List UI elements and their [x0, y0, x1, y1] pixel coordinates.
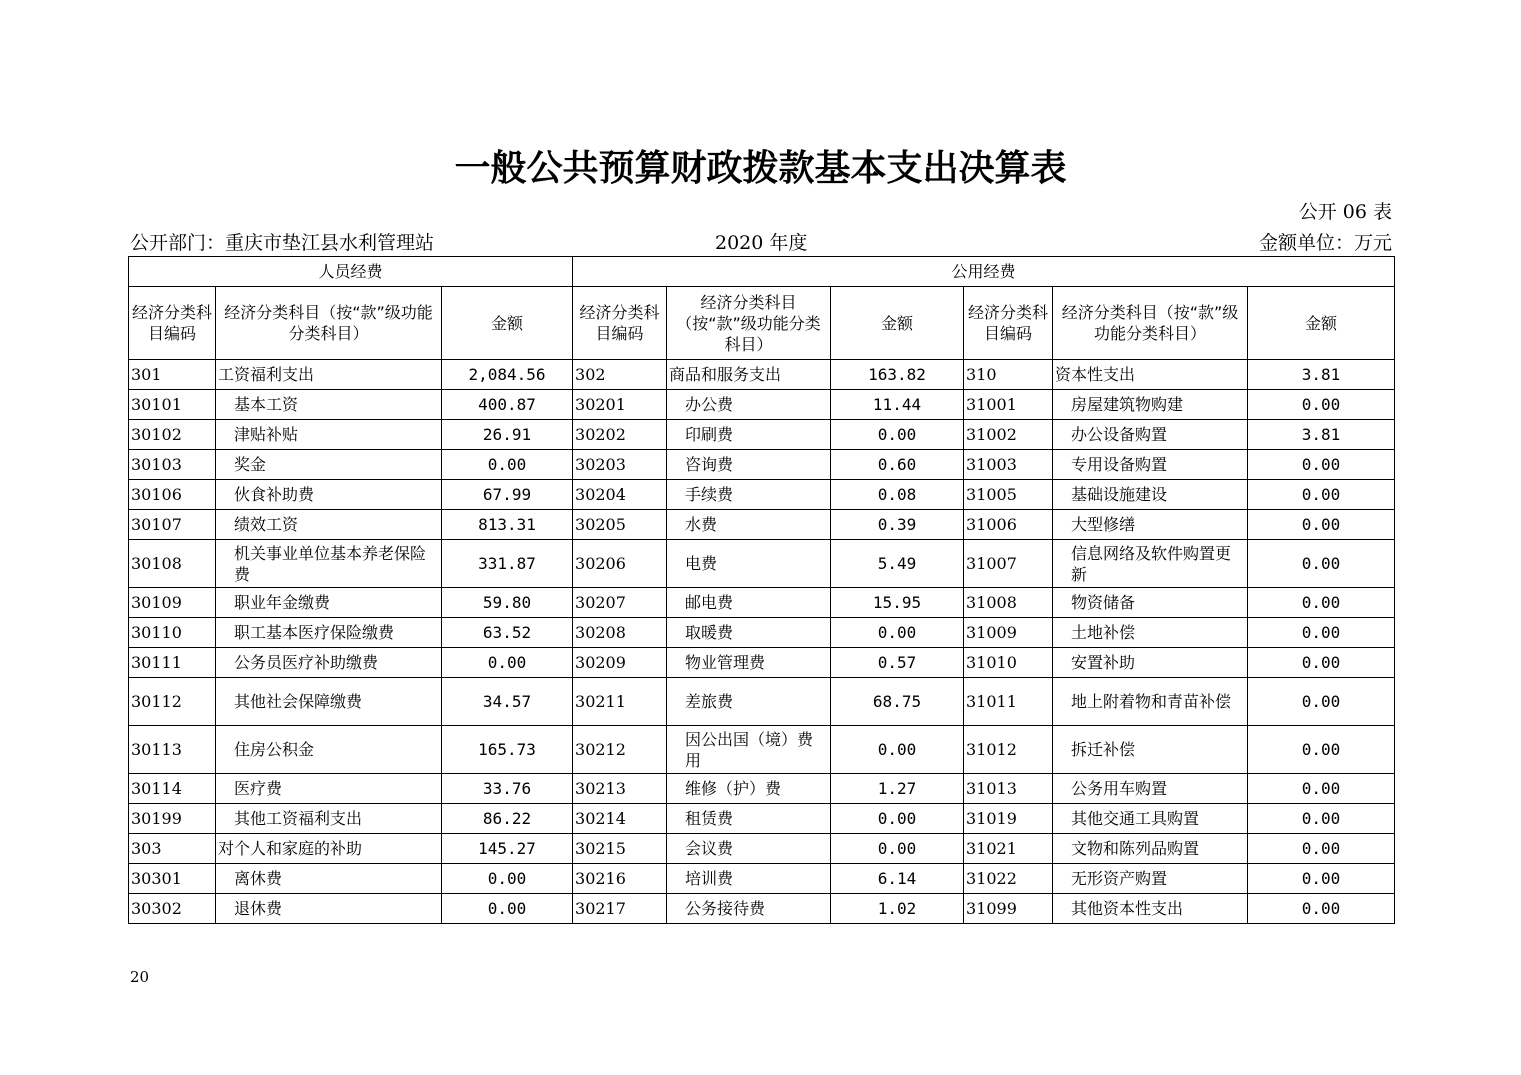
- goods-name-cell: 邮电费: [667, 588, 831, 618]
- goods-amount-cell: 6.14: [831, 864, 964, 894]
- capital-amount-cell: 0.00: [1248, 894, 1395, 924]
- capital-code-cell: 31021: [964, 834, 1053, 864]
- personnel-amount-cell: 33.76: [442, 774, 573, 804]
- personnel-name-cell: 其他社会保障缴费: [216, 678, 442, 726]
- personnel-amount-cell: 0.00: [442, 894, 573, 924]
- table-row: [129, 420, 1395, 450]
- goods-name-cell: 会议费: [667, 834, 831, 864]
- capital-name-cell: 土地补偿: [1053, 618, 1248, 648]
- goods-amount-cell: 0.00: [831, 804, 964, 834]
- personnel-code-cell: 30102: [129, 420, 216, 450]
- goods-amount-cell: 11.44: [831, 390, 964, 420]
- goods-amount-cell: 68.75: [831, 678, 964, 726]
- capital-amount-cell: 0.00: [1248, 618, 1395, 648]
- goods-name-cell: 手续费: [667, 480, 831, 510]
- goods-code-cell: 30206: [573, 540, 667, 588]
- personnel-code-cell: 30301: [129, 864, 216, 894]
- personnel-name-cell: 住房公积金: [216, 726, 442, 774]
- capital-name-cell: 无形资产购置: [1053, 864, 1248, 894]
- goods-amount-cell: 15.95: [831, 588, 964, 618]
- goods-code-cell: 30215: [573, 834, 667, 864]
- goods-code-cell: 30204: [573, 480, 667, 510]
- personnel-amount-cell: 0.00: [442, 648, 573, 678]
- col-header-goods-name: 经济分类科目（按“款”级功能分类科目）: [667, 287, 831, 360]
- goods-code-cell: 30205: [573, 510, 667, 540]
- table-row: [129, 360, 1395, 390]
- goods-amount-cell: 0.00: [831, 420, 964, 450]
- goods-name-cell: 印刷费: [667, 420, 831, 450]
- personnel-code-cell: 30114: [129, 774, 216, 804]
- goods-code-cell: 302: [573, 360, 667, 390]
- table-row: [129, 510, 1395, 540]
- goods-code-cell: 30201: [573, 390, 667, 420]
- goods-code-cell: 30207: [573, 588, 667, 618]
- personnel-code-cell: 30199: [129, 804, 216, 834]
- goods-name-cell: 咨询费: [667, 450, 831, 480]
- personnel-name-cell: 伙食补助费: [216, 480, 442, 510]
- personnel-amount-cell: 0.00: [442, 864, 573, 894]
- goods-code-cell: 30217: [573, 894, 667, 924]
- goods-name-cell: 差旅费: [667, 678, 831, 726]
- page-number: 20: [130, 968, 150, 986]
- group-public-header: 公用经费: [573, 257, 1395, 287]
- capital-code-cell: 31005: [964, 480, 1053, 510]
- group-personnel-header: 人员经费: [129, 257, 573, 287]
- personnel-code-cell: 30302: [129, 894, 216, 924]
- capital-code-cell: 31009: [964, 618, 1053, 648]
- personnel-amount-cell: 165.73: [442, 726, 573, 774]
- goods-code-cell: 30213: [573, 774, 667, 804]
- col-header-capital-amount: 金额: [1248, 287, 1395, 360]
- table-row: [129, 390, 1395, 420]
- personnel-amount-cell: 34.57: [442, 678, 573, 726]
- personnel-amount-cell: 59.80: [442, 588, 573, 618]
- capital-name-cell: 地上附着物和青苗补偿: [1053, 678, 1248, 726]
- personnel-code-cell: 30110: [129, 618, 216, 648]
- goods-name-cell: 商品和服务支出: [667, 360, 831, 390]
- personnel-amount-cell: 145.27: [442, 834, 573, 864]
- personnel-name-cell: 退休费: [216, 894, 442, 924]
- goods-code-cell: 30216: [573, 864, 667, 894]
- col-header-personnel-code: 经济分类科目编码: [129, 287, 216, 360]
- capital-code-cell: 310: [964, 360, 1053, 390]
- personnel-name-cell: 医疗费: [216, 774, 442, 804]
- capital-amount-cell: 0.00: [1248, 834, 1395, 864]
- capital-amount-cell: 0.00: [1248, 540, 1395, 588]
- capital-code-cell: 31022: [964, 864, 1053, 894]
- personnel-code-cell: 30112: [129, 678, 216, 726]
- capital-name-cell: 大型修缮: [1053, 510, 1248, 540]
- table-row: [129, 540, 1395, 588]
- personnel-code-cell: 30107: [129, 510, 216, 540]
- capital-name-cell: 物资储备: [1053, 588, 1248, 618]
- personnel-name-cell: 奖金: [216, 450, 442, 480]
- capital-name-cell: 公务用车购置: [1053, 774, 1248, 804]
- capital-name-cell: 安置补助: [1053, 648, 1248, 678]
- personnel-name-cell: 职工基本医疗保险缴费: [216, 618, 442, 648]
- personnel-amount-cell: 63.52: [442, 618, 573, 648]
- capital-amount-cell: 0.00: [1248, 804, 1395, 834]
- personnel-code-cell: 30101: [129, 390, 216, 420]
- personnel-amount-cell: 400.87: [442, 390, 573, 420]
- table-row: [129, 480, 1395, 510]
- capital-name-cell: 拆迁补偿: [1053, 726, 1248, 774]
- table-row: [129, 678, 1395, 726]
- table-row: [129, 804, 1395, 834]
- goods-name-cell: 维修（护）费: [667, 774, 831, 804]
- table-row: [129, 834, 1395, 864]
- capital-name-cell: 文物和陈列品购置: [1053, 834, 1248, 864]
- capital-code-cell: 31001: [964, 390, 1053, 420]
- goods-name-cell: 水费: [667, 510, 831, 540]
- capital-amount-cell: 0.00: [1248, 450, 1395, 480]
- personnel-code-cell: 30113: [129, 726, 216, 774]
- goods-amount-cell: 0.00: [831, 726, 964, 774]
- personnel-name-cell: 对个人和家庭的补助: [216, 834, 442, 864]
- capital-code-cell: 31010: [964, 648, 1053, 678]
- personnel-amount-cell: 813.31: [442, 510, 573, 540]
- capital-amount-cell: 0.00: [1248, 864, 1395, 894]
- personnel-code-cell: 303: [129, 834, 216, 864]
- goods-name-cell: 公务接待费: [667, 894, 831, 924]
- capital-code-cell: 31011: [964, 678, 1053, 726]
- capital-code-cell: 31006: [964, 510, 1053, 540]
- personnel-name-cell: 离休费: [216, 864, 442, 894]
- capital-name-cell: 其他资本性支出: [1053, 894, 1248, 924]
- personnel-name-cell: 职业年金缴费: [216, 588, 442, 618]
- personnel-amount-cell: 2,084.56: [442, 360, 573, 390]
- goods-code-cell: 30202: [573, 420, 667, 450]
- capital-name-cell: 基础设施建设: [1053, 480, 1248, 510]
- capital-name-cell: 房屋建筑物购建: [1053, 390, 1248, 420]
- personnel-code-cell: 30108: [129, 540, 216, 588]
- personnel-code-cell: 30103: [129, 450, 216, 480]
- capital-code-cell: 31012: [964, 726, 1053, 774]
- goods-amount-cell: 0.60: [831, 450, 964, 480]
- goods-code-cell: 30203: [573, 450, 667, 480]
- col-header-personnel-name: 经济分类科目（按“款”级功能分类科目）: [216, 287, 442, 360]
- personnel-amount-cell: 331.87: [442, 540, 573, 588]
- table-number: 公开 06 表: [1298, 201, 1392, 223]
- page-title: 一般公共预算财政拨款基本支出决算表: [454, 148, 1067, 189]
- goods-name-cell: 物业管理费: [667, 648, 831, 678]
- capital-code-cell: 31013: [964, 774, 1053, 804]
- table-row: [129, 450, 1395, 480]
- goods-code-cell: 30209: [573, 648, 667, 678]
- capital-name-cell: 专用设备购置: [1053, 450, 1248, 480]
- capital-code-cell: 31019: [964, 804, 1053, 834]
- capital-amount-cell: 0.00: [1248, 480, 1395, 510]
- table-row: [129, 864, 1395, 894]
- goods-code-cell: 30214: [573, 804, 667, 834]
- personnel-name-cell: 公务员医疗补助缴费: [216, 648, 442, 678]
- capital-amount-cell: 0.00: [1248, 678, 1395, 726]
- goods-name-cell: 租赁费: [667, 804, 831, 834]
- personnel-name-cell: 工资福利支出: [216, 360, 442, 390]
- goods-code-cell: 30211: [573, 678, 667, 726]
- personnel-amount-cell: 67.99: [442, 480, 573, 510]
- personnel-code-cell: 30106: [129, 480, 216, 510]
- capital-code-cell: 31003: [964, 450, 1053, 480]
- personnel-name-cell: 绩效工资: [216, 510, 442, 540]
- goods-name-cell: 电费: [667, 540, 831, 588]
- personnel-code-cell: 301: [129, 360, 216, 390]
- goods-code-cell: 30208: [573, 618, 667, 648]
- goods-amount-cell: 0.00: [831, 618, 964, 648]
- capital-amount-cell: 0.00: [1248, 588, 1395, 618]
- col-header-goods-amount: 金额: [831, 287, 964, 360]
- capital-name-cell: 资本性支出: [1053, 360, 1248, 390]
- goods-amount-cell: 0.08: [831, 480, 964, 510]
- personnel-amount-cell: 86.22: [442, 804, 573, 834]
- personnel-amount-cell: 26.91: [442, 420, 573, 450]
- col-header-personnel-amount: 金额: [442, 287, 573, 360]
- personnel-name-cell: 津贴补贴: [216, 420, 442, 450]
- capital-amount-cell: 0.00: [1248, 726, 1395, 774]
- personnel-name-cell: 其他工资福利支出: [216, 804, 442, 834]
- goods-name-cell: 培训费: [667, 864, 831, 894]
- table-row: [129, 774, 1395, 804]
- table-row: [129, 894, 1395, 924]
- personnel-code-cell: 30109: [129, 588, 216, 618]
- goods-amount-cell: 5.49: [831, 540, 964, 588]
- goods-amount-cell: 1.27: [831, 774, 964, 804]
- capital-amount-cell: 3.81: [1248, 420, 1395, 450]
- col-header-capital-name: 经济分类科目（按“款”级功能分类科目）: [1053, 287, 1248, 360]
- goods-amount-cell: 0.39: [831, 510, 964, 540]
- expenditure-table: [128, 256, 1395, 924]
- col-header-goods-code: 经济分类科目编码: [573, 287, 667, 360]
- capital-amount-cell: 0.00: [1248, 510, 1395, 540]
- goods-amount-cell: 0.57: [831, 648, 964, 678]
- table-row: [129, 726, 1395, 774]
- capital-code-cell: 31099: [964, 894, 1053, 924]
- personnel-name-cell: 基本工资: [216, 390, 442, 420]
- capital-name-cell: 其他交通工具购置: [1053, 804, 1248, 834]
- unit-label: 金额单位：万元: [1258, 232, 1392, 254]
- goods-amount-cell: 0.00: [831, 834, 964, 864]
- capital-name-cell: 信息网络及软件购置更新: [1053, 540, 1248, 588]
- goods-name-cell: 办公费: [667, 390, 831, 420]
- capital-code-cell: 31007: [964, 540, 1053, 588]
- capital-amount-cell: 0.00: [1248, 774, 1395, 804]
- capital-amount-cell: 0.00: [1248, 648, 1395, 678]
- table-row: [129, 588, 1395, 618]
- goods-amount-cell: 1.02: [831, 894, 964, 924]
- capital-code-cell: 31008: [964, 588, 1053, 618]
- table-row: [129, 648, 1395, 678]
- goods-amount-cell: 163.82: [831, 360, 964, 390]
- personnel-amount-cell: 0.00: [442, 450, 573, 480]
- goods-name-cell: 取暖费: [667, 618, 831, 648]
- col-header-capital-code: 经济分类科目编码: [964, 287, 1053, 360]
- goods-name-cell: 因公出国（境）费用: [667, 726, 831, 774]
- table-row: [129, 618, 1395, 648]
- personnel-name-cell: 机关事业单位基本养老保险费: [216, 540, 442, 588]
- department-label: 公开部门：重庆市垫江县水利管理站: [130, 232, 435, 254]
- capital-amount-cell: 3.81: [1248, 360, 1395, 390]
- capital-code-cell: 31002: [964, 420, 1053, 450]
- year-label: 2020 年度: [715, 232, 808, 254]
- capital-name-cell: 办公设备购置: [1053, 420, 1248, 450]
- capital-amount-cell: 0.00: [1248, 390, 1395, 420]
- personnel-code-cell: 30111: [129, 648, 216, 678]
- goods-code-cell: 30212: [573, 726, 667, 774]
